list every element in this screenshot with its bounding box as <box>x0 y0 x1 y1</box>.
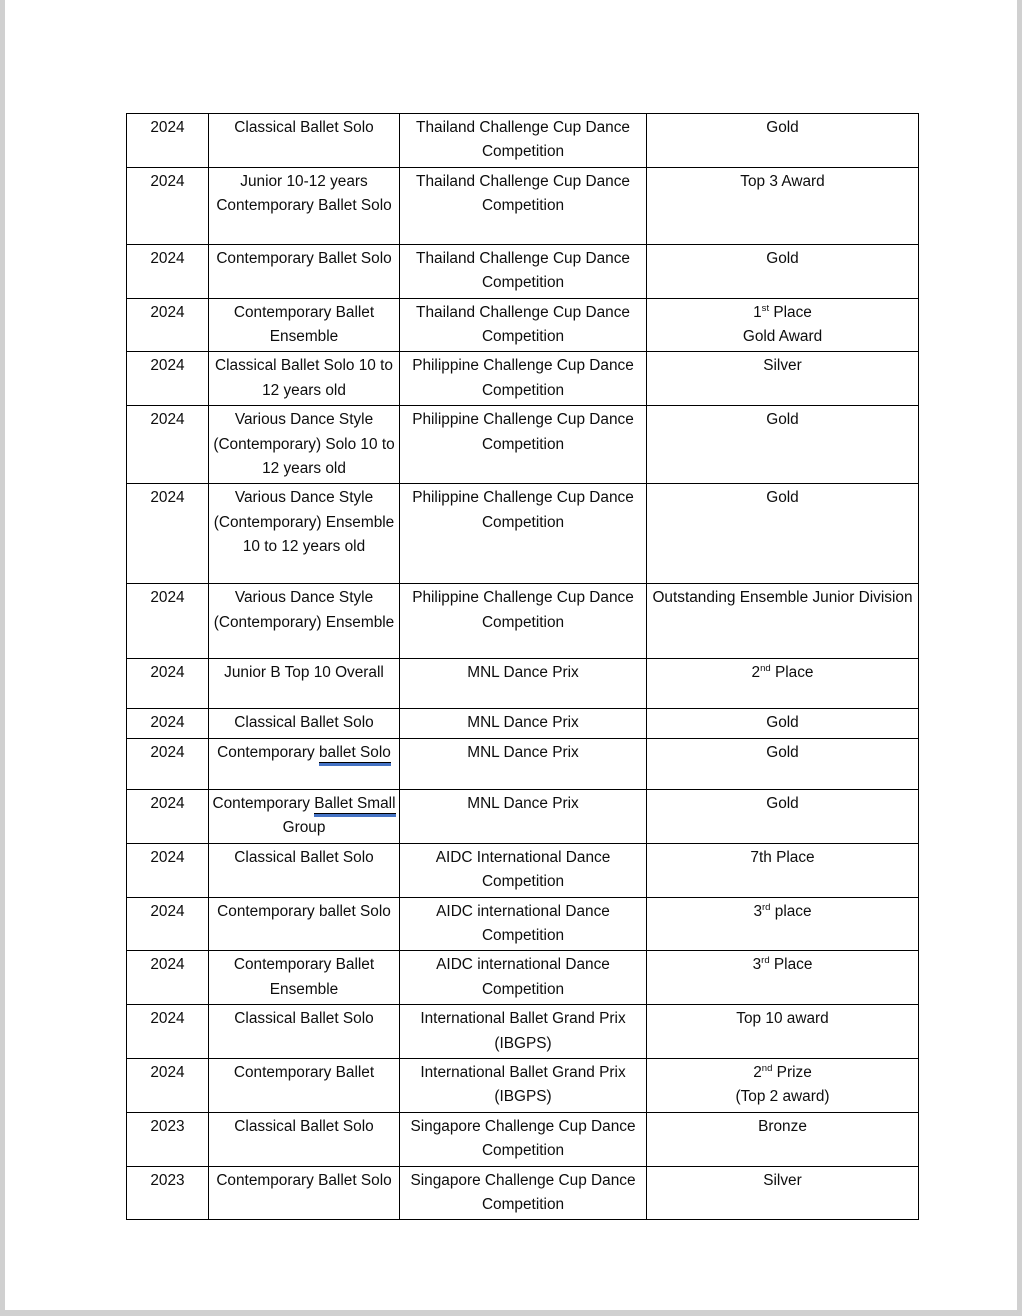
cell-category-text: Various Dance Style (Contemporary) Ensemble 10 to 12 years old <box>213 489 395 556</box>
cell-competition <box>400 484 647 584</box>
awards-table-body <box>127 114 919 1220</box>
cell-year <box>127 484 209 584</box>
cell-year-text: 2024 <box>150 489 185 507</box>
cell-competition-text: MNL Dance Prix <box>467 743 579 761</box>
cell-competition <box>400 244 647 298</box>
cell-competition <box>400 1058 647 1112</box>
cell-award-text: Gold <box>766 119 799 136</box>
cell-year-text: 2024 <box>150 664 185 682</box>
cell-award-text: Gold <box>766 714 799 732</box>
cell-award <box>647 709 919 738</box>
cell-year-text: 2024 <box>150 172 185 190</box>
cell-category-text: Contemporary Ballet Solo <box>216 249 392 267</box>
document-body <box>126 113 918 1220</box>
cell-year-text: 2024 <box>150 956 185 974</box>
cell-award-text: 3rd Place <box>752 955 813 974</box>
cell-competition <box>400 1166 647 1220</box>
cell-year-text: 2024 <box>150 1063 185 1081</box>
cell-award-text: Gold <box>766 794 799 812</box>
cell-award <box>647 406 919 484</box>
cell-category <box>209 951 400 1005</box>
cell-competition-text: MNL Dance Prix <box>467 664 579 682</box>
cell-category <box>209 659 400 709</box>
cell-year-text: 2024 <box>150 848 185 866</box>
cell-award <box>647 1005 919 1059</box>
cell-award-text: Gold <box>766 249 799 267</box>
cell-competition-text: Thailand Challenge Cup Dance Competition <box>416 249 630 292</box>
cell-award <box>647 659 919 709</box>
cell-year <box>127 406 209 484</box>
cell-award-text: 2nd Prize (Top 2 award) <box>735 1062 830 1106</box>
cell-award-text: 7th Place <box>750 848 815 866</box>
cell-competition-text: AIDC international Dance Competition <box>436 956 610 998</box>
cell-award <box>647 738 919 789</box>
cell-award-text: Outstanding Ensemble Junior Division <box>652 589 913 607</box>
cell-competition <box>400 352 647 406</box>
cell-year-text: 2023 <box>150 1171 185 1189</box>
cell-year <box>127 951 209 1005</box>
cell-award <box>647 584 919 659</box>
cell-competition-text: Philippine Challenge Cup Dance Competition <box>412 357 634 399</box>
cell-year-text: 2024 <box>150 119 185 136</box>
cell-category <box>209 709 400 738</box>
cell-category <box>209 897 400 951</box>
cell-award <box>647 244 919 298</box>
cell-category-text: Contemporary Ballet <box>233 1063 375 1081</box>
cell-category-text: Contemporary Ballet Solo <box>216 1171 392 1189</box>
cell-award-text: Gold <box>766 411 799 429</box>
cell-year <box>127 1166 209 1220</box>
table-row <box>127 484 919 584</box>
cell-competition-text: Singapore Challenge Cup Dance Competition <box>410 1117 636 1160</box>
cell-category-text: Classical Ballet Solo <box>234 1117 374 1135</box>
cell-year <box>127 352 209 406</box>
cell-year <box>127 1005 209 1059</box>
table-row <box>127 244 919 298</box>
cell-category-text: Contemporary Ballet Ensemble <box>233 956 375 998</box>
cell-category <box>209 843 400 897</box>
cell-category-text: Classical Ballet Solo 10 to 12 years old <box>215 357 393 399</box>
cell-category <box>209 167 400 244</box>
table-row <box>127 352 919 406</box>
cell-competition <box>400 951 647 1005</box>
cell-category <box>209 584 400 659</box>
table-row <box>127 897 919 951</box>
table-row <box>127 114 919 168</box>
cell-award-text: Gold <box>766 489 799 507</box>
cell-year <box>127 789 209 843</box>
cell-year-text: 2024 <box>150 249 185 267</box>
cell-category <box>209 738 400 789</box>
cell-award <box>647 167 919 244</box>
table-row <box>127 167 919 244</box>
cell-competition-text: Philippine Challenge Cup Dance Competition <box>412 411 634 453</box>
cell-award-text: Silver <box>763 1171 802 1189</box>
table-row <box>127 1166 919 1220</box>
table-row <box>127 1112 919 1166</box>
cell-competition-text: MNL Dance Prix <box>467 794 579 812</box>
cell-category-text: Contemporary Ballet Ensemble <box>233 303 375 346</box>
cell-year-text: 2024 <box>150 714 185 732</box>
cell-year-text: 2024 <box>150 589 185 607</box>
cell-competition-text: Thailand Challenge Cup Dance Competition <box>416 303 630 346</box>
cell-category-text: Contemporary ballet Solo <box>217 902 391 920</box>
cell-competition <box>400 1005 647 1059</box>
cell-year-text: 2024 <box>150 411 185 429</box>
cell-award <box>647 1058 919 1112</box>
cell-year <box>127 167 209 244</box>
cell-competition-text: Thailand Challenge Cup Dance Competition <box>416 172 630 215</box>
cell-competition <box>400 659 647 709</box>
cell-competition-text: AIDC international Dance Competition <box>436 902 610 944</box>
cell-award <box>647 484 919 584</box>
cell-year <box>127 709 209 738</box>
cell-category-text: Various Dance Style (Contemporary) Solo 10 to 12 years old <box>213 411 395 478</box>
table-row <box>127 951 919 1005</box>
cell-year <box>127 897 209 951</box>
cell-year <box>127 1058 209 1112</box>
cell-competition <box>400 1112 647 1166</box>
cell-year <box>127 659 209 709</box>
cell-competition <box>400 709 647 738</box>
cell-competition-text: Philippine Challenge Cup Dance Competition <box>412 489 634 531</box>
cell-category <box>209 244 400 298</box>
cell-category <box>209 114 400 168</box>
cell-award-text: Top 10 award <box>736 1010 829 1028</box>
table-row <box>127 789 919 843</box>
cell-competition-text: Singapore Challenge Cup Dance Competition <box>410 1171 636 1213</box>
cell-award-text: Top 3 Award <box>740 172 825 190</box>
table-row <box>127 843 919 897</box>
table-row <box>127 298 919 352</box>
awards-table <box>126 113 919 1220</box>
cell-category <box>209 298 400 352</box>
cell-award <box>647 352 919 406</box>
cell-category-text: Contemporary ballet Solo <box>217 743 391 761</box>
cell-competition <box>400 114 647 168</box>
cell-category <box>209 1058 400 1112</box>
cell-award-text: 3rd place <box>753 901 812 920</box>
cell-category-text: Classical Ballet Solo <box>234 848 374 866</box>
cell-competition <box>400 897 647 951</box>
cell-category-text: Junior 10-12 years Contemporary Ballet Solo <box>216 172 392 215</box>
cell-competition <box>400 789 647 843</box>
cell-year-text: 2024 <box>150 303 185 321</box>
cell-category <box>209 352 400 406</box>
cell-competition-text: Philippine Challenge Cup Dance Competition <box>412 589 634 631</box>
table-row <box>127 709 919 738</box>
cell-award <box>647 1112 919 1166</box>
cell-year-text: 2024 <box>150 743 185 761</box>
cell-year <box>127 114 209 168</box>
cell-award <box>647 789 919 843</box>
cell-competition <box>400 584 647 659</box>
cell-category <box>209 484 400 584</box>
cell-award <box>647 897 919 951</box>
cell-category-text: Junior B Top 10 Overall <box>224 664 384 682</box>
cell-year <box>127 843 209 897</box>
table-row <box>127 406 919 484</box>
cell-award <box>647 951 919 1005</box>
cell-category <box>209 1005 400 1059</box>
cell-year-text: 2023 <box>150 1117 185 1135</box>
cell-category <box>209 406 400 484</box>
cell-year <box>127 1112 209 1166</box>
cell-award <box>647 114 919 168</box>
cell-competition <box>400 298 647 352</box>
cell-year-text: 2024 <box>150 794 185 812</box>
cell-year-text: 2024 <box>150 902 185 920</box>
cell-award-text: Gold <box>766 743 799 761</box>
cell-category <box>209 1112 400 1166</box>
cell-competition-text: International Ballet Grand Prix (IBGPS) <box>420 1010 626 1052</box>
cell-category-text: Contemporary Ballet Small Group <box>212 794 396 837</box>
cell-competition-text: MNL Dance Prix <box>467 714 579 732</box>
cell-category-text: Various Dance Style (Contemporary) Ensemble <box>213 589 395 631</box>
cell-award-text: Silver <box>763 357 802 375</box>
cell-award <box>647 843 919 897</box>
cell-category-text: Classical Ballet Solo <box>234 1010 374 1028</box>
cell-award <box>647 298 919 352</box>
table-row <box>127 1058 919 1112</box>
cell-year <box>127 738 209 789</box>
cell-award-text: Bronze <box>758 1117 807 1135</box>
cell-award-text: 1st Place Gold Award <box>742 302 823 346</box>
cell-competition-text: International Ballet Grand Prix (IBGPS) <box>420 1063 626 1106</box>
table-row <box>127 659 919 709</box>
cell-category <box>209 789 400 843</box>
table-row <box>127 584 919 659</box>
cell-category-text: Classical Ballet Solo <box>234 714 374 732</box>
cell-competition <box>400 738 647 789</box>
cell-year-text: 2024 <box>150 1010 185 1028</box>
cell-competition-text: Thailand Challenge Cup Dance Competition <box>416 119 630 161</box>
cell-year-text: 2024 <box>150 357 185 375</box>
cell-year <box>127 244 209 298</box>
cell-category <box>209 1166 400 1220</box>
cell-category-text: Classical Ballet Solo <box>234 119 374 136</box>
table-row <box>127 1005 919 1059</box>
cell-competition <box>400 167 647 244</box>
table-row <box>127 738 919 789</box>
cell-award-text: 2nd Place <box>751 663 814 682</box>
cell-competition <box>400 406 647 484</box>
cell-competition <box>400 843 647 897</box>
cell-year <box>127 298 209 352</box>
cell-year <box>127 584 209 659</box>
cell-award <box>647 1166 919 1220</box>
cell-competition-text: AIDC International Dance Competition <box>435 848 611 891</box>
